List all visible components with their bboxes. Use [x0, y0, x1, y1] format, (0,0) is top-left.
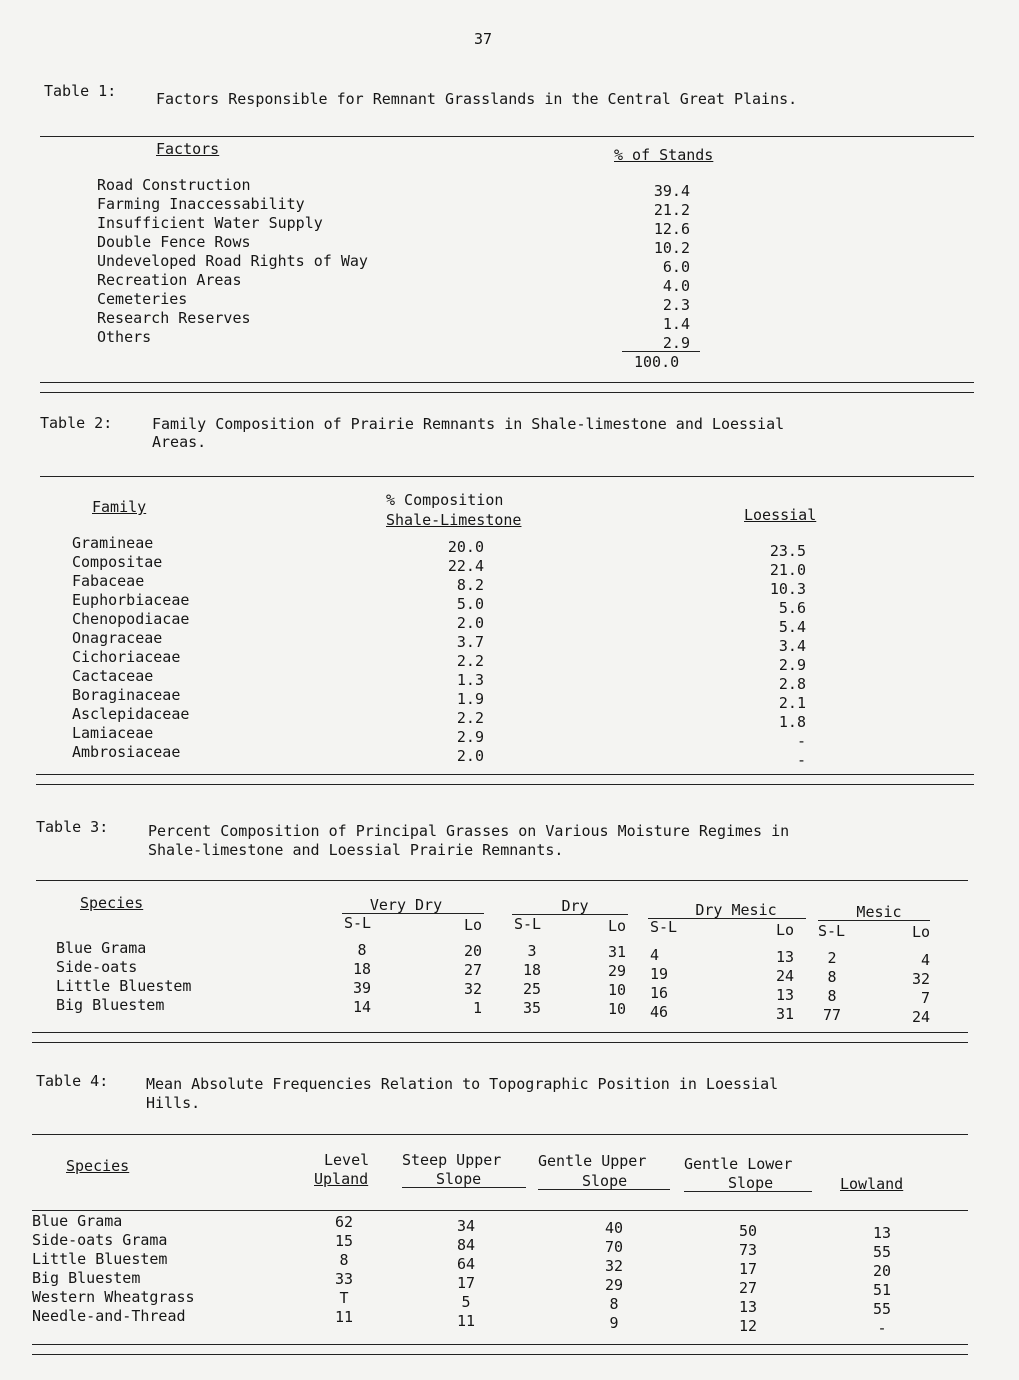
table-1-top-rule	[40, 136, 974, 137]
table-4-col-gentle-upper-1: Gentle Upper	[538, 1152, 647, 1170]
table-1-factor: Insufficient Water Supply	[97, 214, 323, 232]
table-3-sub-sl: S-L	[650, 918, 678, 936]
table-1-bottom-rule-1	[40, 382, 974, 383]
table-4-value: 50	[738, 1222, 758, 1240]
table-1-label: Table 1:	[44, 82, 117, 100]
table-2-bottom-rule-2	[36, 784, 974, 785]
table-2-loessial-value: 5.4	[778, 618, 806, 636]
table-3-value: 19	[650, 965, 669, 983]
table-1-factor: Recreation Areas	[97, 271, 242, 289]
table-2-col-loessial: Loessial	[744, 506, 817, 524]
table-1-factor: Others	[97, 328, 152, 346]
table-3-sub-sl: S-L	[344, 914, 372, 932]
table-3-value: 25	[522, 980, 542, 998]
page-number: 37	[474, 30, 493, 48]
table-4-value: 17	[738, 1260, 758, 1278]
table-2-loessial-value: 2.9	[778, 656, 806, 674]
table-4-value: 29	[604, 1276, 624, 1294]
table-4-species: Little Bluestem	[32, 1250, 168, 1268]
table-3-value: 39	[352, 979, 372, 997]
table-3-value: 31	[607, 943, 626, 961]
table-4-species: Needle-and-Thread	[32, 1307, 186, 1325]
table-3-value: 35	[522, 999, 542, 1017]
table-4-value: 27	[738, 1279, 758, 1297]
table-1-pct: 1.4	[662, 315, 690, 333]
table-3-species: Blue Grama	[56, 939, 147, 957]
table-3-value: 29	[607, 962, 626, 980]
table-1-factor: Double Fence Rows	[97, 233, 251, 251]
table-2-shale-value: 2.2	[456, 709, 484, 727]
table-2-family: Boraginaceae	[72, 686, 181, 704]
table-3-sub-lo: Lo	[463, 916, 482, 934]
table-4-col-steep-2: Slope	[436, 1170, 482, 1188]
table-4-value: 11	[334, 1308, 354, 1326]
table-1-title: Factors Responsible for Remnant Grasslands in the Central Great Plains.	[156, 90, 798, 108]
table-2-family: Asclepidaceae	[72, 705, 190, 723]
table-4-value: 8	[609, 1295, 619, 1313]
table-3-col-species: Species	[80, 894, 144, 912]
table-1-factor: Research Reserves	[97, 309, 251, 327]
table-2-top-rule	[40, 476, 974, 477]
table-2-family: Fabaceae	[72, 572, 145, 590]
table-4-value: 11	[456, 1312, 476, 1330]
table-3-value: 18	[522, 961, 542, 979]
table-4-species: Western Wheatgrass	[32, 1288, 195, 1306]
table-3-top-rule	[36, 880, 968, 881]
table-2-bottom-rule-1	[36, 774, 974, 775]
table-1-pct: 21.2	[653, 201, 690, 219]
table-4-value: 13	[738, 1298, 758, 1316]
table-3-value: 7	[920, 989, 930, 1007]
table-4-value: 15	[334, 1232, 354, 1250]
table-4-col-lowland: Lowland	[840, 1175, 904, 1193]
table-4-value: 33	[334, 1270, 354, 1288]
table-2-col-comp-line-2: Shale-Limestone	[386, 511, 522, 529]
table-2-loessial-value: 3.4	[778, 637, 806, 655]
table-4-bottom-rule-2	[32, 1354, 968, 1355]
table-3-value: 77	[822, 1006, 842, 1024]
table-4-value: 70	[604, 1238, 624, 1256]
table-2-shale-value: 20.0	[447, 538, 484, 556]
table-4-value: -	[877, 1319, 887, 1337]
table-1-bottom-rule-2	[40, 392, 974, 393]
table-4-value: 73	[738, 1241, 758, 1259]
table-2-shale-value: 22.4	[447, 557, 484, 575]
table-1-col-pct: % of Stands	[614, 146, 714, 164]
table-4-header-rule	[32, 1210, 968, 1211]
table-2-col-comp-line-1: % Composition	[386, 491, 504, 509]
table-3-value: 31	[775, 1005, 794, 1023]
table-3-title-line-1: Percent Composition of Principal Grasses on Various Moisture Regimes in	[148, 822, 790, 840]
table-3-value: 4	[650, 946, 660, 964]
table-3-species: Little Bluestem	[56, 977, 192, 995]
table-3-value: 2	[827, 949, 837, 967]
table-3-bottom-rule-1	[32, 1032, 968, 1033]
table-4-title-line-2: Hills.	[146, 1094, 201, 1112]
table-3-value: 13	[775, 986, 794, 1004]
table-4-col-species: Species	[66, 1157, 130, 1175]
table-1-pct: 2.9	[662, 334, 690, 352]
table-4-value: 12	[738, 1317, 758, 1335]
table-4-value: 13	[872, 1224, 892, 1242]
table-3-value: 32	[463, 980, 482, 998]
table-3-label: Table 3:	[36, 818, 109, 836]
table-3-value: 8	[357, 941, 367, 959]
table-2-shale-value: 2.9	[456, 728, 484, 746]
table-3-group-header: Mesic	[856, 903, 902, 921]
table-2-loessial-value: 21.0	[769, 561, 806, 579]
table-2-shale-value: 2.2	[456, 652, 484, 670]
table-4-steep-rule	[402, 1187, 526, 1188]
table-4-value: T	[339, 1289, 349, 1307]
table-4-species: Side-oats Grama	[32, 1231, 168, 1249]
table-4-value: 55	[872, 1243, 892, 1261]
table-2-shale-value: 8.2	[456, 576, 484, 594]
table-4-species: Big Bluestem	[32, 1269, 141, 1287]
table-3-sub-sl: S-L	[818, 922, 846, 940]
table-4-value: 5	[461, 1293, 471, 1311]
table-3-value: 8	[827, 987, 837, 1005]
table-4-gentle-upper-rule	[538, 1189, 670, 1190]
table-2-family: Euphorbiaceae	[72, 591, 190, 609]
table-4-gentle-lower-rule	[684, 1191, 812, 1192]
table-2-family: Cichoriaceae	[72, 648, 181, 666]
table-2-loessial-value: 2.8	[778, 675, 806, 693]
table-4-value: 8	[339, 1251, 349, 1269]
table-4-col-level-2: Upland	[314, 1170, 369, 1188]
table-2-loessial-value: -	[796, 732, 806, 750]
table-3-title-line-2: Shale-limestone and Loessial Prairie Remnants.	[148, 841, 564, 859]
table-2-loessial-value: 5.6	[778, 599, 806, 617]
table-4-value: 55	[872, 1300, 892, 1318]
table-4-col-gentle-upper-2: Slope	[582, 1172, 628, 1190]
table-1-total: 100.0	[634, 353, 680, 371]
table-2-family: Compositae	[72, 553, 163, 571]
table-1-pct: 6.0	[662, 258, 690, 276]
table-3-group-header: Very Dry	[369, 896, 443, 914]
table-4-species: Blue Grama	[32, 1212, 123, 1230]
table-2-family: Chenopodiacae	[72, 610, 190, 628]
table-3-sub-lo: Lo	[607, 917, 626, 935]
table-4-value: 17	[456, 1274, 476, 1292]
table-2-loessial-value: 1.8	[778, 713, 806, 731]
table-3-group-rule	[818, 920, 930, 921]
table-2-family: Onagraceae	[72, 629, 163, 647]
table-4-value: 64	[456, 1255, 476, 1273]
table-2-shale-value: 1.3	[456, 671, 484, 689]
table-2-shale-value: 2.0	[456, 747, 484, 765]
table-2-title-line-1: Family Composition of Prairie Remnants in Shale-limestone and Loessial	[152, 415, 785, 433]
table-2-family: Gramineae	[72, 534, 154, 552]
table-1-pct: 39.4	[653, 182, 690, 200]
table-3-sub-lo: Lo	[775, 921, 794, 939]
table-3-value: 4	[920, 951, 930, 969]
table-4-value: 51	[872, 1281, 892, 1299]
table-4-col-gentle-lower-2: Slope	[728, 1174, 774, 1192]
table-2-family: Ambrosiaceae	[72, 743, 181, 761]
table-1-pct: 4.0	[662, 277, 690, 295]
table-3-value: 16	[650, 984, 669, 1002]
table-1-factor: Undeveloped Road Rights of Way	[97, 252, 368, 270]
table-3-value: 18	[352, 960, 372, 978]
table-2-shale-value: 5.0	[456, 595, 484, 613]
table-3-bottom-rule-2	[32, 1042, 968, 1043]
table-4-col-steep-1: Steep Upper	[402, 1151, 502, 1169]
table-1-factor: Cemeteries	[97, 290, 188, 308]
table-2-shale-value: 3.7	[456, 633, 484, 651]
table-4-label: Table 4:	[36, 1072, 109, 1090]
table-3-species: Big Bluestem	[56, 996, 165, 1014]
table-1-col-factors: Factors	[156, 140, 220, 158]
table-3-value: 32	[911, 970, 930, 988]
table-3-value: 1	[472, 999, 482, 1017]
table-1-pct: 10.2	[653, 239, 690, 257]
table-1-pct: 2.3	[662, 296, 690, 314]
table-2-loessial-value: -	[796, 751, 806, 769]
table-3-sub-sl: S-L	[514, 915, 542, 933]
table-2-shale-value: 1.9	[456, 690, 484, 708]
table-4-top-rule	[32, 1134, 968, 1135]
table-2-loessial-value: 23.5	[769, 542, 806, 560]
table-1-total-rule	[622, 351, 700, 352]
table-3-value: 3	[527, 942, 537, 960]
table-3-sub-lo: Lo	[911, 923, 930, 941]
table-2-label: Table 2:	[40, 414, 113, 432]
table-2-title-line-2: Areas.	[152, 433, 207, 451]
table-3-group-header: Dry Mesic	[695, 901, 777, 919]
table-4-col-gentle-lower-1: Gentle Lower	[684, 1155, 793, 1173]
table-4-value: 62	[334, 1213, 354, 1231]
table-3-value: 14	[352, 998, 372, 1016]
table-4-col-level-1: Level	[324, 1151, 370, 1169]
table-1-factor: Road Construction	[97, 176, 251, 194]
table-3-value: 24	[911, 1008, 930, 1026]
table-4-bottom-rule-1	[32, 1344, 968, 1345]
table-3-group-header: Dry	[561, 897, 589, 915]
table-4-value: 9	[609, 1314, 619, 1332]
table-2-shale-value: 2.0	[456, 614, 484, 632]
table-1-factor: Farming Inaccessability	[97, 195, 305, 213]
table-4-value: 84	[456, 1236, 476, 1254]
table-2-family: Cactaceae	[72, 667, 154, 685]
table-3-value: 10	[607, 1000, 626, 1018]
table-2-loessial-value: 2.1	[778, 694, 806, 712]
table-1-pct: 12.6	[653, 220, 690, 238]
table-4-title-line-1: Mean Absolute Frequencies Relation to Topographic Position in Loessial	[146, 1075, 779, 1093]
table-4-value: 20	[872, 1262, 892, 1280]
table-2-col-family: Family	[92, 498, 147, 516]
table-4-value: 34	[456, 1217, 476, 1235]
table-3-value: 27	[463, 961, 482, 979]
table-3-value: 10	[607, 981, 626, 999]
table-3-value: 46	[650, 1003, 669, 1021]
table-3-species: Side-oats	[56, 958, 138, 976]
table-4-value: 32	[604, 1257, 624, 1275]
table-2-loessial-value: 10.3	[769, 580, 806, 598]
table-3-value: 20	[463, 942, 482, 960]
table-2-family: Lamiaceae	[72, 724, 154, 742]
table-3-value: 13	[775, 948, 794, 966]
table-3-value: 8	[827, 968, 837, 986]
table-3-value: 24	[775, 967, 794, 985]
table-4-value: 40	[604, 1219, 624, 1237]
